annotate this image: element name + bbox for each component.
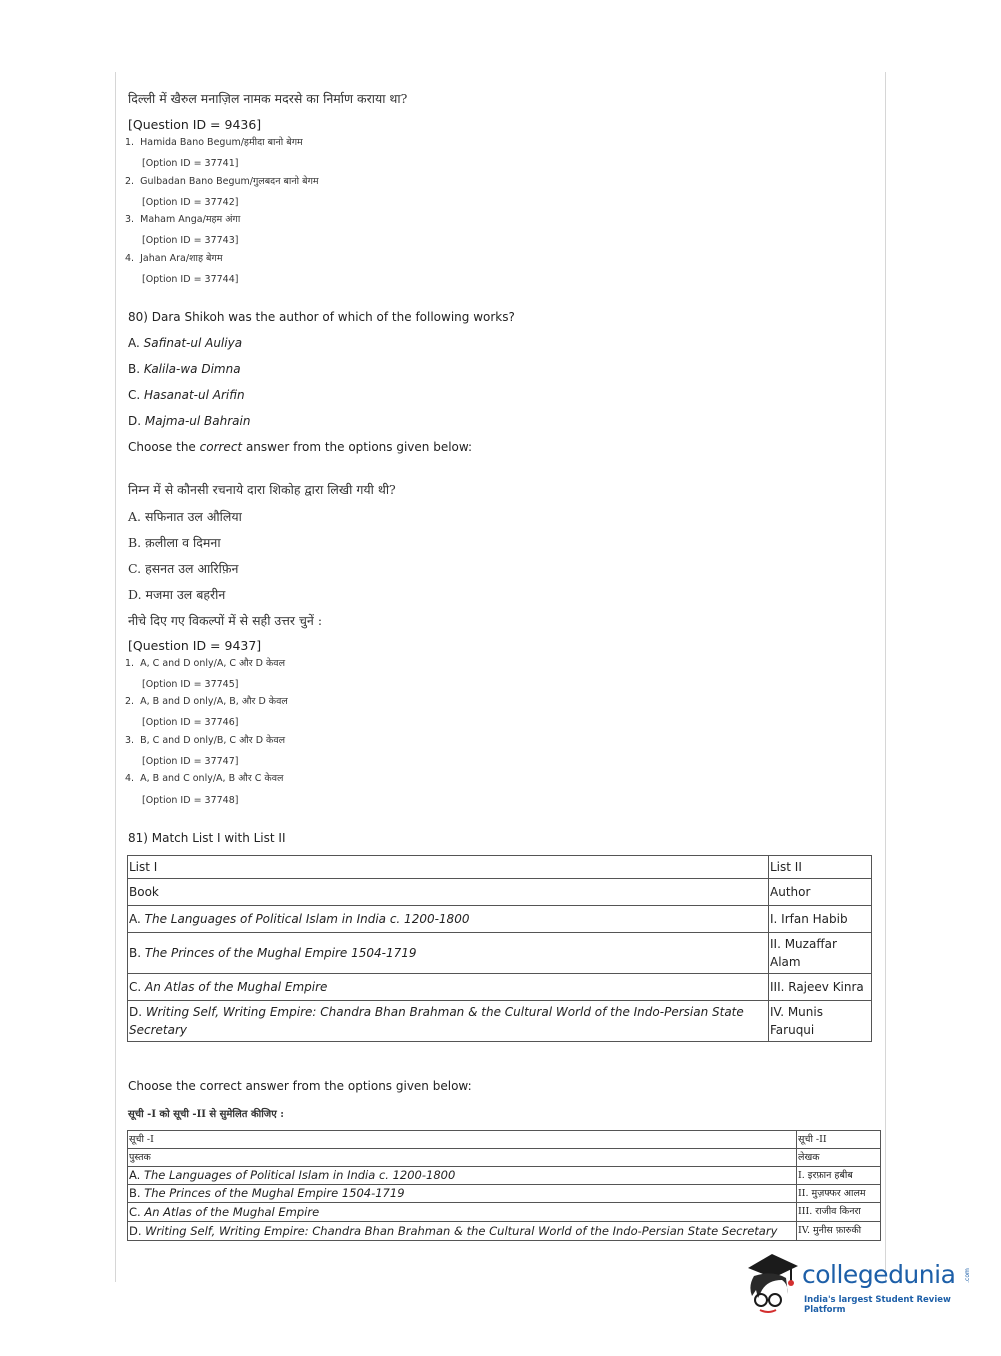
- q80-option-4-id: [Option ID = 37748]: [142, 795, 239, 806]
- row-label: A.: [129, 1168, 144, 1182]
- book-cell: [128, 1222, 797, 1241]
- option-number: 3.: [125, 214, 135, 225]
- table-header-cell: सूची -II: [797, 1131, 881, 1149]
- table-row: [128, 1167, 881, 1185]
- q80-hindi-question: निम्न में से कौनसी रचनाये दारा शिकोह द्वारा लिखी गयी थी?: [128, 482, 396, 497]
- q80-hindi-item-d: D. मजमा उल बहरीन: [128, 587, 226, 602]
- author-cell: I. Irfan Habib: [769, 906, 872, 933]
- row-label: B.: [129, 1186, 145, 1200]
- book-title: An Atlas of the Mughal Empire: [144, 1204, 320, 1219]
- author-cell: II. Muzaffar Alam: [769, 933, 872, 974]
- q80-hindi-item-b: B. क़लीला व दिमना: [128, 535, 221, 550]
- match-table-english: [127, 855, 872, 1042]
- q80-option-2: [125, 694, 288, 707]
- table-subheader-cell: Author: [769, 879, 872, 906]
- book-cell: [128, 974, 769, 1001]
- row-label: D.: [129, 1005, 146, 1019]
- item-title: Safinat-ul Auliya: [143, 336, 243, 350]
- row-label: C.: [129, 980, 146, 994]
- q80-option-3-id: [Option ID = 37747]: [142, 756, 239, 767]
- q79-question-id: [Question ID = 9436]: [128, 117, 262, 132]
- option-text: A, B and D only/A, B, और D केवल: [140, 696, 288, 707]
- choose-post: answer from the options given below:: [242, 440, 473, 454]
- table-subheader-cell: पुस्तक: [128, 1149, 797, 1167]
- option-number: 1.: [125, 658, 135, 669]
- table-header-row: [128, 856, 872, 879]
- item-title: Kalila-wa Dimna: [143, 362, 241, 376]
- q80-item-b: [128, 362, 241, 376]
- row-label: C.: [129, 1204, 145, 1219]
- q80-hindi-item-c: C. हसनत उल आरिफ़िन: [128, 561, 239, 576]
- table-row: [128, 1001, 872, 1042]
- mascot-icon: [742, 1250, 804, 1320]
- q79-option-2-id: [Option ID = 37742]: [142, 197, 239, 208]
- collegedunia-logo[interactable]: [742, 1250, 972, 1320]
- q80-question-id: [Question ID = 9437]: [128, 638, 262, 653]
- book-cell: [128, 1001, 769, 1042]
- q80-option-1-id: [Option ID = 37745]: [142, 679, 239, 690]
- author-cell: I. इरफ़ान हबीब: [797, 1167, 881, 1185]
- item-title: Majma-ul Bahrain: [144, 414, 251, 428]
- option-number: 3.: [125, 735, 135, 746]
- table-header-cell: List I: [128, 856, 769, 879]
- table-row: [128, 933, 872, 974]
- q79-option-2: [125, 174, 319, 187]
- option-number: 4.: [125, 253, 135, 264]
- q80-hindi-item-a: A. सफिनात उल औलिया: [128, 509, 242, 524]
- row-label: D.: [129, 1223, 146, 1238]
- page-frame: [115, 72, 886, 1282]
- match-table-hindi: [127, 1130, 881, 1241]
- q80-choose-instruction: [128, 440, 472, 454]
- book-cell: [128, 1167, 797, 1185]
- table-row: [128, 974, 872, 1001]
- option-text: Maham Anga/महम अंगा: [140, 214, 241, 225]
- book-cell: [128, 1203, 797, 1222]
- item-title: Hasanat-ul Arifin: [144, 388, 245, 402]
- q80-option-2-id: [Option ID = 37746]: [142, 717, 239, 728]
- row-label: A.: [129, 912, 145, 926]
- option-text: Gulbadan Bano Begum/गुलबदन बानो बेगम: [140, 176, 319, 187]
- author-cell: III. राजीव किनरा: [797, 1203, 881, 1222]
- book-title: The Princes of the Mughal Empire 1504-1719: [144, 946, 417, 960]
- q79-hindi-question: दिल्ली में खैरुल मनाज़िल नामक मदरसे का निर्माण कराया था?: [128, 91, 408, 106]
- author-cell: II. मुज़फ्फर आलम: [797, 1185, 881, 1203]
- item-label: A.: [128, 336, 144, 350]
- q80-item-d: [128, 414, 250, 428]
- option-text: Jahan Ara/शाह बेगम: [140, 253, 223, 264]
- table-subheader-cell: लेखक: [797, 1149, 881, 1167]
- book-title: An Atlas of the Mughal Empire: [145, 980, 328, 994]
- book-cell: [128, 933, 769, 974]
- q80-option-4: [125, 771, 283, 784]
- table-subheader-cell: Book: [128, 879, 769, 906]
- book-title: The Languages of Political Islam in India c. 1200-1800: [143, 1168, 456, 1182]
- table-subheader-row: [128, 1149, 881, 1167]
- item-label: B.: [128, 362, 144, 376]
- choose-pre: Choose the: [128, 440, 200, 454]
- table-header-cell: List II: [769, 856, 872, 879]
- option-text: A, B and C only/A, B और C केवल: [140, 773, 284, 784]
- logo-wordmark: collegedunia: [802, 1260, 956, 1289]
- q80-option-1: [125, 656, 285, 669]
- book-title: Writing Self, Writing Empire: Chandra Bhan Brahman & the Cultural World of the Indo-Persian State Secretary: [129, 1005, 744, 1037]
- q79-option-3: [125, 212, 240, 225]
- q79-option-4-id: [Option ID = 37744]: [142, 274, 239, 285]
- option-text: B, C and D only/B, C और D केवल: [140, 735, 286, 746]
- table-header-cell: सूची -I: [128, 1131, 797, 1149]
- q79-option-4: [125, 251, 223, 264]
- option-number: 4.: [125, 773, 135, 784]
- option-number: 1.: [125, 137, 135, 148]
- table-row: [128, 1222, 881, 1241]
- option-number: 2.: [125, 176, 135, 187]
- book-cell: [128, 1185, 797, 1203]
- table-row: [128, 1203, 881, 1222]
- item-label: D.: [128, 414, 145, 428]
- q81-hindi-match: सूची -I को सूची -II से सुमेलित कीजिए :: [128, 1109, 284, 1120]
- q79-option-1-id: [Option ID = 37741]: [142, 158, 239, 169]
- option-text: A, C and D only/A, C और D केवल: [140, 658, 286, 669]
- q81-question: 81) Match List I with List II: [128, 831, 286, 845]
- book-title: The Princes of the Mughal Empire 1504-1719: [144, 1186, 405, 1200]
- q80-option-3: [125, 733, 285, 746]
- option-text: Hamida Bano Begum/हमीदा बानो बेगम: [140, 137, 303, 148]
- logo-suffix: .com: [963, 1268, 971, 1283]
- table-row: [128, 1185, 881, 1203]
- q79-option-1: [125, 135, 303, 148]
- book-cell: [128, 906, 769, 933]
- q80-item-a: [128, 336, 242, 350]
- q80-question: 80) Dara Shikoh was the author of which of the following works?: [128, 310, 515, 324]
- table-row: [128, 906, 872, 933]
- book-title: The Languages of Political Islam in India c. 1200-1800: [144, 912, 470, 926]
- row-label: B.: [129, 946, 145, 960]
- logo-tagline: India's largest Student Review Platform: [804, 1295, 951, 1315]
- book-title: Writing Self, Writing Empire: Chandra Bhan Brahman & the Cultural World of the Indo-Persian State Secretary: [145, 1223, 778, 1238]
- item-label: C.: [128, 388, 145, 402]
- choose-emphasis: correct: [199, 440, 243, 454]
- table-subheader-row: [128, 879, 872, 906]
- table-header-row: [128, 1131, 881, 1149]
- author-cell: III. Rajeev Kinra: [769, 974, 872, 1001]
- option-number: 2.: [125, 696, 135, 707]
- author-cell: IV. मुनीस फ़ारुकी: [797, 1222, 881, 1241]
- author-cell: IV. Munis Faruqui: [769, 1001, 872, 1042]
- q80-hindi-choose: नीचे दिए गए विकल्पों में से सही उत्तर चुनें :: [128, 613, 323, 628]
- q79-option-3-id: [Option ID = 37743]: [142, 235, 239, 246]
- q81-choose-instruction: Choose the correct answer from the options given below:: [128, 1079, 472, 1093]
- q80-item-c: [128, 388, 245, 402]
